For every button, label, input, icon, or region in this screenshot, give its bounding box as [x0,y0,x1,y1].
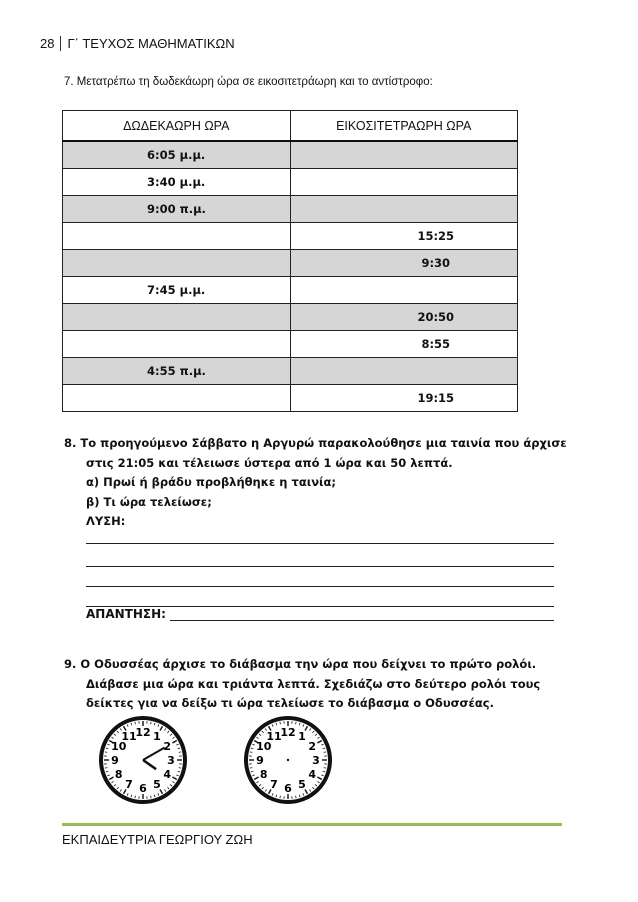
page-header [40,36,235,51]
clock-tick [324,752,326,753]
cell-12h[interactable] [63,385,291,412]
clock-number: 5 [298,778,306,792]
answer-label: ΑΠΑΝΤΗΣΗ: [86,607,166,621]
clock-tick [250,752,252,753]
cell-24h [290,385,518,412]
clock-number: 4 [163,768,172,781]
time-24h: 15:25 [417,229,455,243]
question-9-number: 9. [64,657,77,671]
clock-number: 11 [266,729,282,743]
question-8 [64,434,567,532]
question-9 [64,655,540,714]
answer-row [86,607,554,621]
clock-number: 9 [256,754,264,767]
time-24h: 8:55 [421,337,451,351]
cell-24h [290,331,518,358]
cell-12h [63,277,291,304]
clock-number: 1 [298,729,306,743]
cell-12h[interactable] [63,250,291,277]
clock-number: 2 [308,740,317,753]
cell-24h[interactable] [290,169,518,196]
clock-number: 7 [125,778,133,792]
clock-tick [151,722,152,724]
table-row [63,304,518,331]
clock-number: 2 [163,740,172,753]
clock-tick [105,752,107,753]
question-9-line-3: δείκτες για να δείξω τι ώρα τελείωσε το διάβασμα ο Οδυσσέας. [86,696,494,710]
cell-24h [290,250,518,277]
clock-tick [324,768,326,769]
time-12h: 6:05 μ.μ. [147,148,206,162]
clock-center [287,759,289,761]
clock-number: 7 [270,778,278,792]
table-row [63,141,518,169]
question-8-line-4: β) Τι ώρα τελείωσε; [86,494,212,509]
question-7-prompt: 7. Μετατρέπω τη δωδεκάωρη ώρα σε εικοσιτετράωρη και το αντίστροφο: [64,76,433,88]
time-24h: 19:15 [417,391,455,405]
question-8-line-2: στις 21:05 και τέλειωσε ύστερα από 1 ώρα και 50 λεπτά. [86,455,453,470]
column-header-24h: ΕΙΚΟΣΙΤΕΤΡΑΩΡΗ ΩΡΑ [290,111,518,142]
time-24h: 9:30 [421,256,451,270]
cell-24h[interactable] [290,141,518,169]
answer-line-3[interactable] [86,586,554,587]
clock-tick [296,722,297,724]
clock-number: 9 [111,754,119,767]
cell-24h [290,223,518,250]
cell-12h [63,141,291,169]
time-conversion-table [62,110,518,412]
clock-number: 6 [139,782,147,795]
clock-number: 5 [153,778,161,792]
cell-12h [63,196,291,223]
question-9-line-1: Ο Οδυσσέας άρχισε το διάβασμα την ώρα που δείχνει το πρώτο ρολόι. [80,657,537,671]
time-24h: 20:50 [417,310,455,324]
answer-input-line[interactable] [170,608,554,621]
footer-author: ΕΚΠΑΙΔΕΥΤΡΙΑ ΓΕΩΡΓΙΟΥ ΖΩΗ [62,832,253,847]
question-8-line-1: Το προηγούμενο Σάββατο η Αργυρώ παρακολούθησε μια ταινία που άρχισε [80,436,567,450]
clock-number: 3 [167,754,175,767]
cell-12h[interactable] [63,331,291,358]
clock-number: 4 [308,768,317,781]
clock-tick [280,722,281,724]
cell-12h [63,169,291,196]
clock-number: 8 [114,768,123,781]
solution-label: ΛΥΣΗ: [86,514,126,528]
booklet-title: Γ΄ ΤΕΥΧΟΣ ΜΑΘΗΜΑΤΙΚΩΝ [67,36,235,51]
time-12h: 4:55 π.μ. [147,364,206,378]
clock-number: 11 [121,729,137,743]
question-8-line-3: α) Πρωί ή βράδυ προβλήθηκε η ταινία; [86,475,337,489]
clock-tick [135,722,136,724]
table-row [63,385,518,412]
time-12h: 3:40 μ.μ. [147,175,206,189]
clock-tick [179,768,181,769]
question-9-line-2: Διάβασε μια ώρα και τριάντα λεπτά. Σχεδιάζω στο δεύτερο ρολόι τους [86,676,541,691]
table-row [63,250,518,277]
cell-12h[interactable] [63,223,291,250]
cell-12h[interactable] [63,304,291,331]
clock-number: 6 [284,782,292,795]
time-12h: 7:45 μ.μ. [147,283,206,297]
table-row [63,169,518,196]
clock-number: 8 [259,768,268,781]
clock-tick [105,768,107,769]
clock-number: 3 [312,754,320,767]
table-row [63,358,518,385]
cell-24h[interactable] [290,277,518,304]
start-clock [91,715,195,805]
clock-tick [151,796,152,798]
clock-number: 10 [256,740,272,753]
clock-tick [179,752,181,753]
cell-24h[interactable] [290,358,518,385]
answer-line-1[interactable] [86,543,554,544]
cell-12h [63,358,291,385]
table-row [63,223,518,250]
clock-number: 1 [153,729,161,743]
clock-number: 12 [135,726,151,739]
time-12h: 9:00 π.μ. [147,202,206,216]
question-8-number: 8. [64,436,77,450]
clock-tick [135,796,136,798]
end-clock-blank[interactable] [236,715,340,805]
table-row [63,331,518,358]
table-row [63,277,518,304]
column-header-12h: ΔΩΔΕΚΑΩΡΗ ΩΡΑ [63,111,291,142]
clock-number: 10 [111,740,127,753]
cell-24h[interactable] [290,196,518,223]
clock-tick [280,796,281,798]
page-number: 28 [40,36,61,51]
cell-24h [290,304,518,331]
table-row [63,196,518,223]
answer-line-2[interactable] [86,566,554,567]
clock-number: 12 [280,726,296,739]
clock-tick [296,796,297,798]
clock-tick [250,768,252,769]
footer-divider [62,823,562,826]
